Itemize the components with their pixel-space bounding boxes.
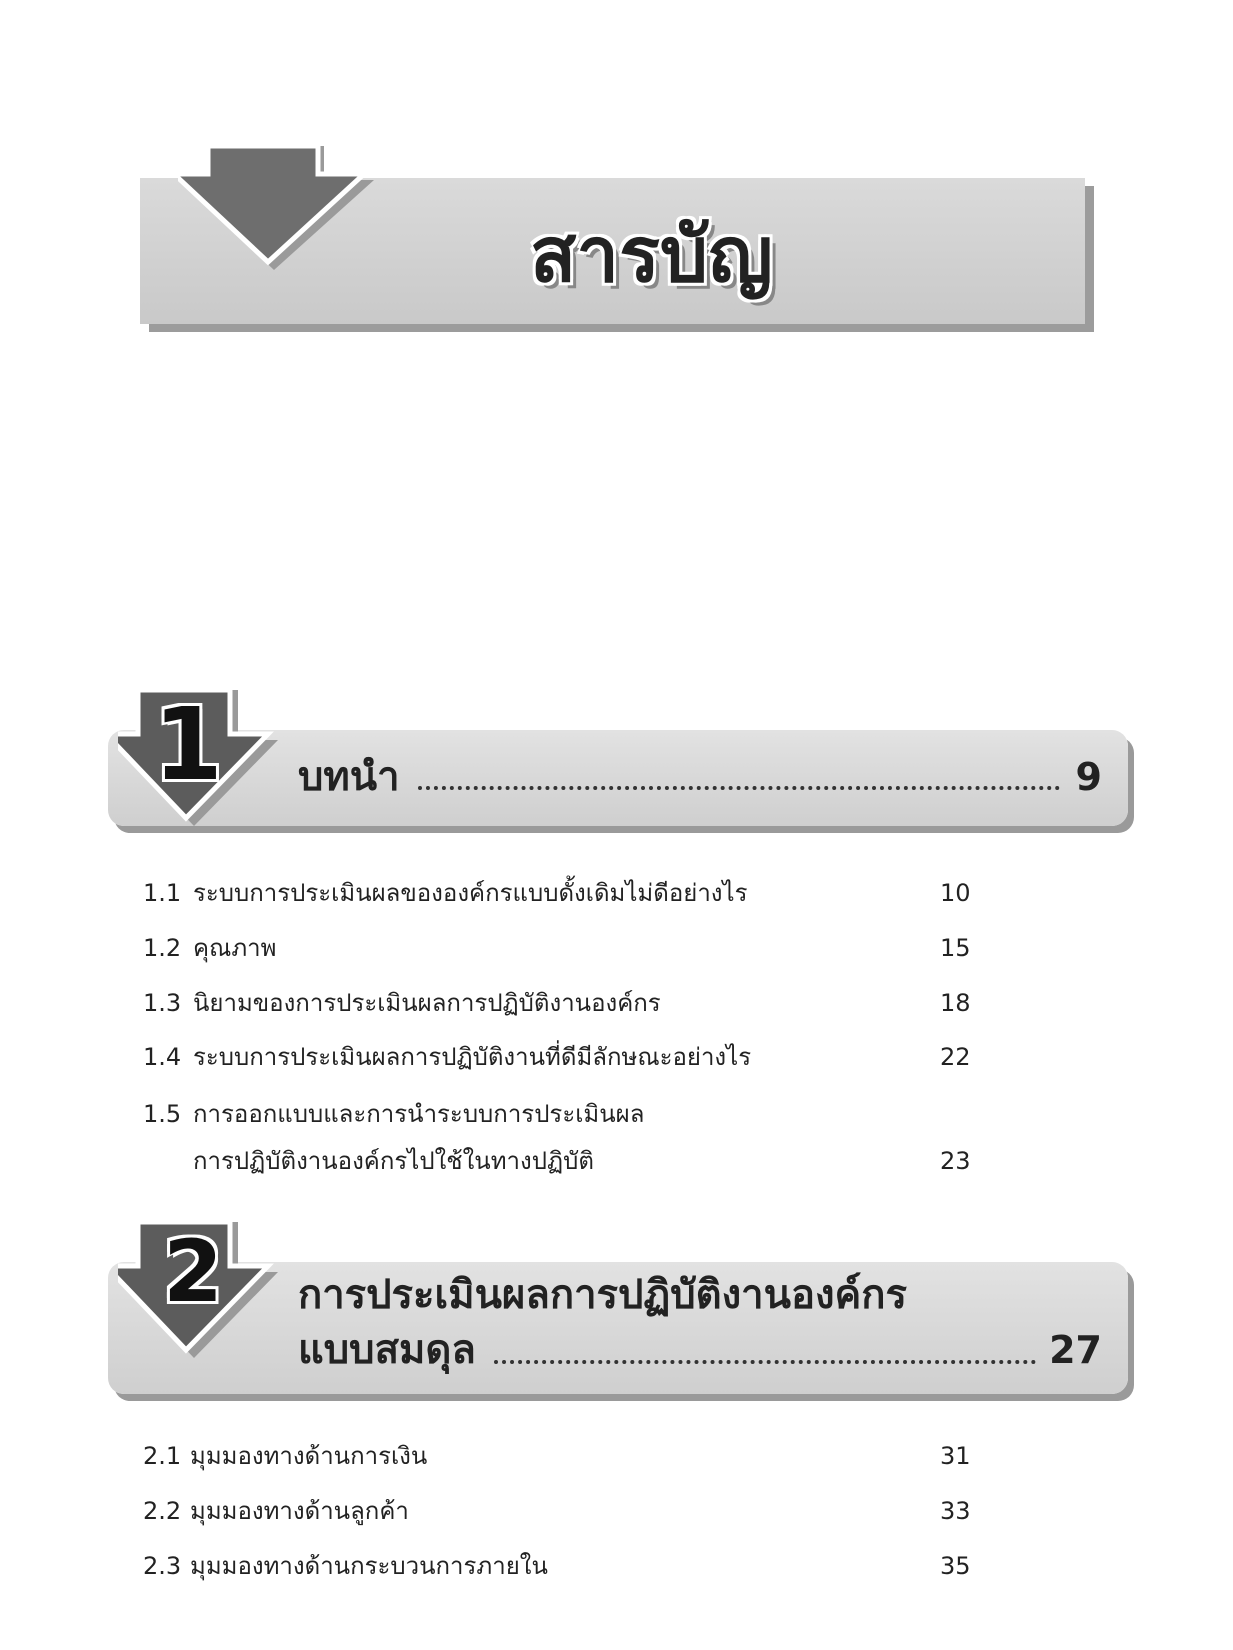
toc-entry-title: นิยามของการประเมินผลการปฏิบัติงานองค์กร [193, 989, 661, 1017]
chapter-2-title-continued: แบบสมดุล [298, 1327, 476, 1373]
toc-entry-number: 1.2 [143, 934, 182, 962]
toc-entry-number: 1.5 [143, 1100, 182, 1128]
toc-entry-title: ระบบการประเมินผลการปฏิบัติงานที่ดีมีลักษณะอย่างไร [193, 1043, 752, 1071]
toc-entry-title: การออกแบบและการนำระบบการประเมินผล [193, 1100, 645, 1128]
toc-entry-page: 35 [940, 1552, 971, 1580]
toc-entry-number: 1.3 [143, 989, 182, 1017]
toc-entry-number: 1.1 [143, 879, 182, 907]
chapter-1-number: 1 [153, 686, 223, 803]
leader-dots [418, 786, 1060, 790]
page-title: สารบัญ [530, 210, 773, 299]
chapter-1-title: บทนำ [298, 754, 400, 800]
toc-entry-number: 2.3 [143, 1552, 182, 1580]
toc-entry-number: 2.1 [143, 1442, 182, 1470]
toc-entry-title: มุมมองทางด้านกระบวนการภายใน [190, 1552, 548, 1580]
toc-entry-number: 1.4 [143, 1043, 182, 1071]
chapter-1-page: 9 [1075, 755, 1102, 799]
chapter-2-title: การประเมินผลการปฏิบัติงานองค์กร [298, 1272, 907, 1318]
toc-entry-page: 10 [940, 879, 971, 907]
toc-entry-title: มุมมองทางด้านการเงิน [190, 1442, 428, 1470]
toc-entry-page: 31 [940, 1442, 971, 1470]
toc-entry-title: มุมมองทางด้านลูกค้า [190, 1497, 409, 1525]
toc-entry-page: 33 [940, 1497, 971, 1525]
chapter-2-number: 2 [163, 1222, 223, 1322]
arrow-down-icon [178, 146, 378, 271]
toc-entry-title: ระบบการประเมินผลขององค์กรแบบดั้งเดิมไม่ดีอย่างไร [193, 879, 748, 907]
toc-entry-title-continued: การปฏิบัติงานองค์กรไปใช้ในทางปฏิบัติ [193, 1147, 594, 1175]
toc-entry-page: 23 [940, 1147, 971, 1175]
toc-entry-number: 2.2 [143, 1497, 182, 1525]
chapter-2-page: 27 [1049, 1328, 1102, 1372]
toc-entry-page: 22 [940, 1043, 971, 1071]
toc-entry-page: 15 [940, 934, 971, 962]
toc-entry-title: คุณภาพ [193, 934, 277, 962]
leader-dots [494, 1360, 1036, 1364]
toc-entry-page: 18 [940, 989, 971, 1017]
